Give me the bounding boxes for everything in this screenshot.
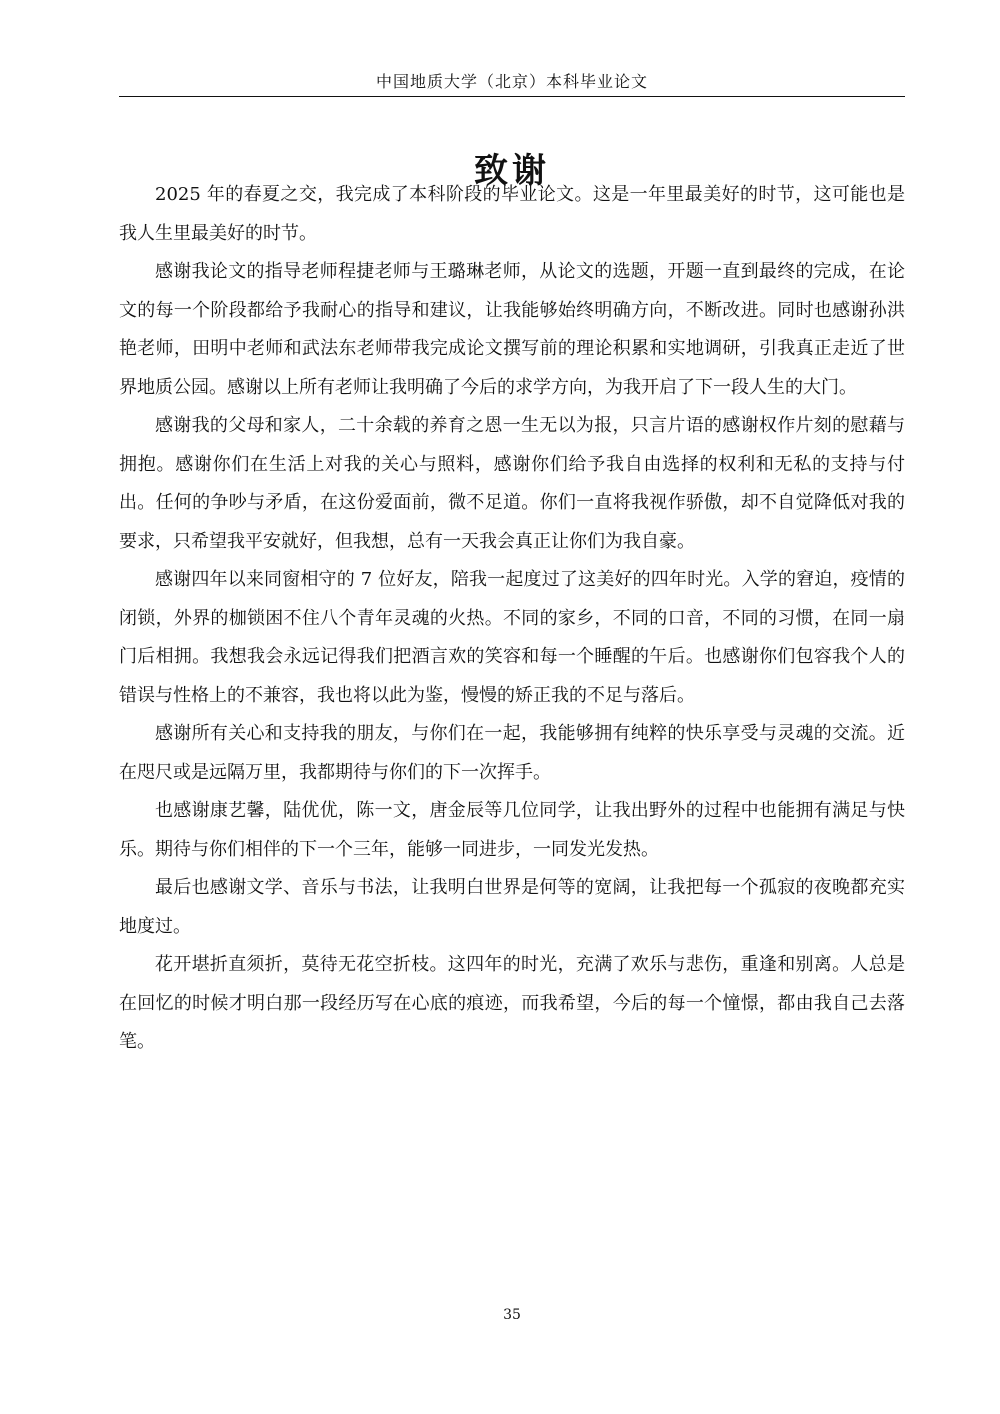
acknowledgement-body (119, 176, 905, 1062)
page-number: 35 (503, 1307, 521, 1323)
paragraph-7: 最后也感谢文学、音乐与书法，让我明白世界是何等的宽阔，让我把每一个孤寂的夜晚都充实地度过。 (119, 877, 905, 937)
paragraph-3: 感谢我的父母和家人，二十余载的养育之恩一生无以为报，只言片语的感谢权作片刻的慰藉与拥抱。感谢你们在生活上对我的关心与照料，感谢你们给予我自由选择的权利和无私的支持与付出。任何的争吵与矛盾，在这份爱面前，微不足道。你们一直将我视作骄傲，却不自觉降低对我的要求，只希望我平安就好，但我想，总有一天我会真正让你们为我自豪。 (119, 415, 905, 552)
paragraph-6: 也感谢康艺馨，陆优优，陈一文，唐金辰等几位同学，让我出野外的过程中也能拥有满足与快乐。期待与你们相伴的下一个三年，能够一同进步，一同发光发热。 (119, 800, 905, 860)
paragraph-4: 感谢四年以来同窗相守的 7 位好友，陪我一起度过了这美好的四年时光。入学的窘迫，疫情的闭锁，外界的枷锁困不住八个青年灵魂的火热。不同的家乡，不同的口音，不同的习惯，在同一扇门后相拥。我想我会永远记得我们把酒言欢的笑容和每一个睡醒的午后。也感谢你们包容我个人的错误与性格上的不兼容，我也将以此为鉴，慢慢的矫正我的不足与落后。 (119, 569, 905, 706)
header-divider (119, 96, 905, 97)
paragraph-8: 花开堪折直须折，莫待无花空折枝。这四年的时光，充满了欢乐与悲伤，重逢和别离。人总是在回忆的时候才明白那一段经历写在心底的痕迹，而我希望，今后的每一个憧憬，都由我自己去落笔。 (119, 954, 905, 1052)
page-title: 致谢 (474, 150, 550, 191)
paragraph-5: 感谢所有关心和支持我的朋友，与你们在一起，我能够拥有纯粹的快乐享受与灵魂的交流。近在咫尺或是远隔万里，我都期待与你们的下一次挥手。 (119, 723, 905, 783)
running-header: 中国地质大学（北京）本科毕业论文 (375, 72, 648, 91)
paragraph-1: 2025 年的春夏之交，我完成了本科阶段的毕业论文。这是一年里最美好的时节，这可能也是我人生里最美好的时节。 (119, 184, 905, 244)
paragraph-2: 感谢我论文的指导老师程捷老师与王璐琳老师，从论文的选题，开题一直到最终的完成，在论文的每一个阶段都给予我耐心的指导和建议，让我能够始终明确方向，不断改进。同时也感谢孙洪艳老师，田明中老师和武法东老师带我完成论文撰写前的理论积累和实地调研，引我真正走近了世界地质公园。感谢以上所有老师让我明确了今后的求学方向，为我开启了下一段人生的大门。 (119, 261, 905, 398)
